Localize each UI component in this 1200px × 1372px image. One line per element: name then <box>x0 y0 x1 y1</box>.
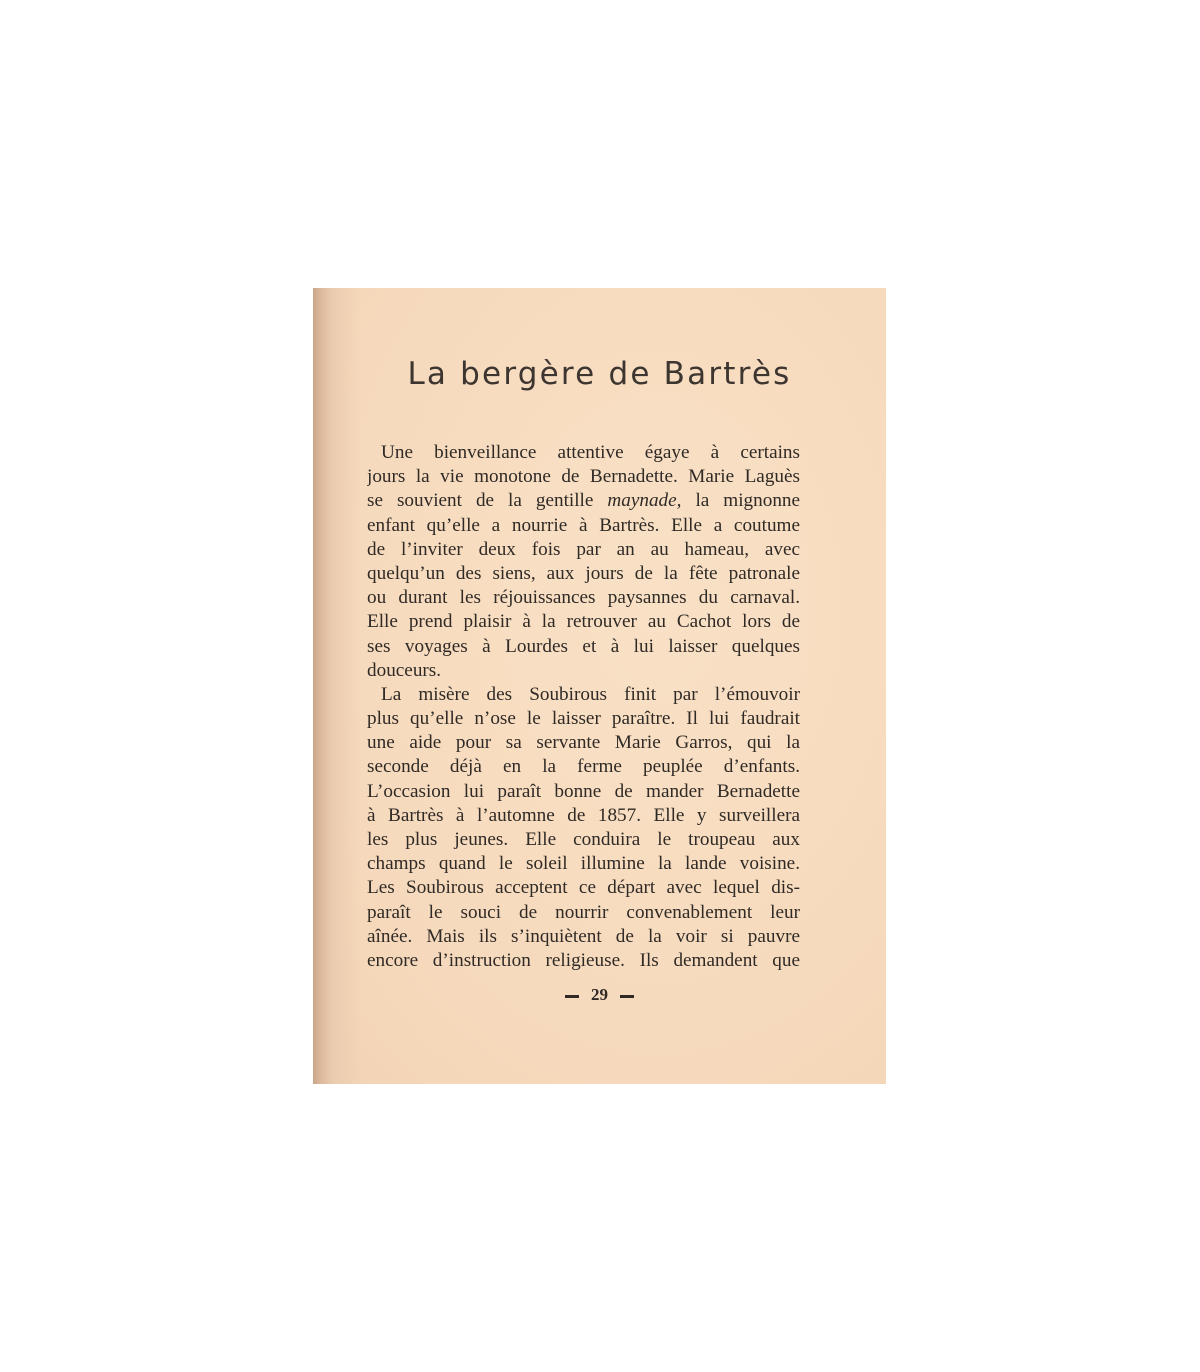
dash-right <box>620 995 634 998</box>
text-line: de l’inviter deux fois par an au hameau, avec <box>367 538 800 560</box>
book-page <box>313 288 886 1084</box>
text-segment: se souvient de la gentille <box>367 490 594 512</box>
paragraph <box>367 683 800 973</box>
text-line: Une bienveillance attentive égaye à certains <box>381 442 800 463</box>
text-line: La misère des Soubirous finit par l’émouvoir <box>381 683 800 705</box>
text-line: une aide pour sa servante Marie Garros, qui la <box>367 732 800 754</box>
text-line: aînée. Mais ils s’inquiètent de la voir si pauvre <box>367 925 800 947</box>
text-line: à Bartrès à l’automne de 1857. Elle y surveillera <box>367 804 800 826</box>
text-line: paraît le souci de nourrir convenablement leur <box>367 901 800 923</box>
chapter-title: La bergère de Bartrès <box>407 356 792 392</box>
text-line: plus qu’elle n’ose le laisser paraître. Il lui faudrait <box>367 708 800 730</box>
italic-term: maynade, <box>607 490 682 512</box>
text-line: quelqu’un des siens, aux jours de la fête patronale <box>367 562 800 584</box>
page-number-value: 29 <box>591 985 608 1004</box>
dash-left <box>565 995 579 998</box>
text-segment: la mignonne <box>695 490 800 512</box>
text-line: les plus jeunes. Elle conduira le troupeau aux <box>367 829 800 850</box>
text-line: Elle prend plaisir à la retrouver au Cachot lors de <box>367 611 800 633</box>
body-text <box>367 441 800 973</box>
text-line: ou durant les réjouissances paysannes du carnaval. <box>367 587 800 609</box>
text-line: encore d’instruction religieuse. Ils demandent que <box>367 949 800 971</box>
page-number <box>313 985 886 1005</box>
text-line: seconde déjà en la ferme peuplée d’enfants. <box>367 756 800 778</box>
text-line: douceurs. <box>367 659 442 681</box>
text-line: ses voyages à Lourdes et à lui laisser quelques <box>367 635 800 657</box>
text-line: enfant qu’elle a nourrie à Bartrès. Elle a coutume <box>367 514 800 536</box>
paragraph <box>367 441 800 683</box>
text-line: champs quand le soleil illumine la lande voisine. <box>367 853 800 875</box>
text-line <box>367 489 800 513</box>
text-line: jours la vie monotone de Bernadette. Marie Laguès <box>367 466 800 488</box>
text-line: Les Soubirous acceptent ce départ avec lequel dis- <box>367 877 800 899</box>
text-line: L’occasion lui paraît bonne de mander Bernadette <box>367 780 800 802</box>
